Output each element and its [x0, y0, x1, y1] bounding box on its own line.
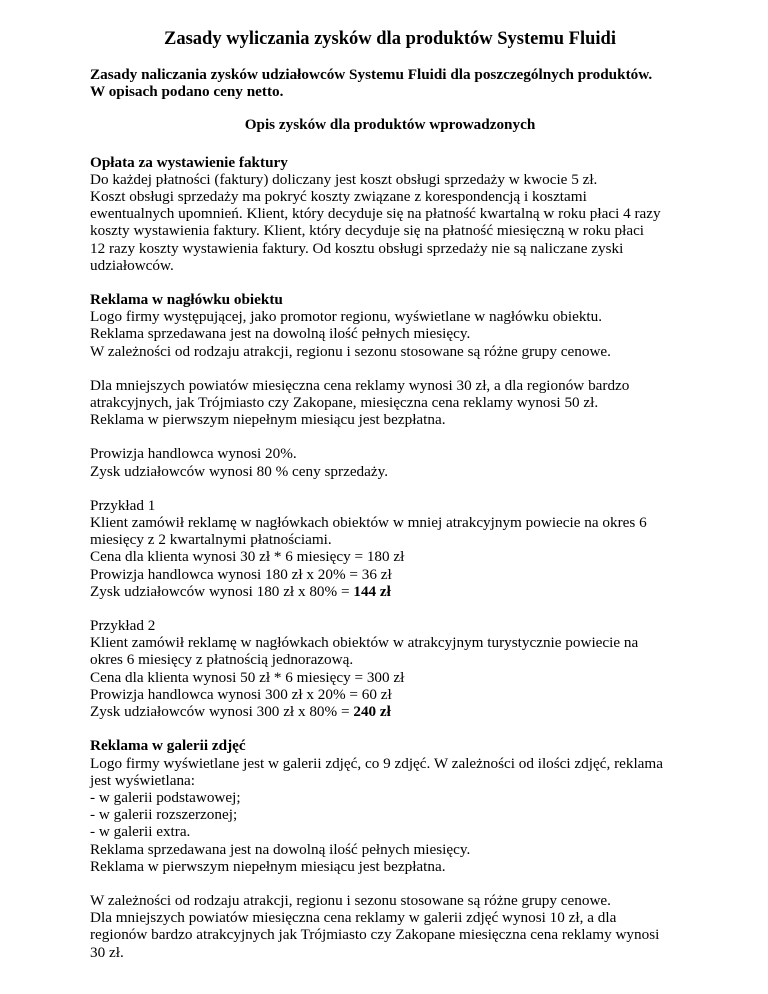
pricing-line: W zależności od rodzaju atrakcji, regionu i sezonu stosowane są różne grupy cenowe. [90, 891, 611, 909]
gallery-ad-pricing [90, 892, 690, 961]
header-ad-commission [90, 445, 690, 479]
invoice-line: ewentualnych upomnień. Klient, który decyduje się na płatność kwartalną w roku płaci 4 razy [90, 205, 661, 223]
example-profit-text: Zysk udziałowców wynosi 300 zł x 80% = [90, 703, 354, 721]
intro-line: Zasady naliczania zysków udziałowców Systemu Fluidi dla poszczególnych produktów. [90, 66, 653, 83]
pricing-line: Reklama w pierwszym niepełnym miesiącu jest bezpłatna. [90, 411, 446, 429]
invoice-line: koszty wystawienia faktury. Klient, który decyduje się na płatność miesięczną w roku płaci [90, 222, 645, 240]
example-profit-text: Zysk udziałowców wynosi 180 zł x 80% = [90, 582, 354, 600]
commission-line: Zysk udziałowców wynosi 80 % ceny sprzedaży. [90, 462, 389, 480]
header-ad-pricing [90, 377, 690, 429]
pricing-line: Dla mniejszych powiatów miesięczna cena reklamy wynosi 30 zł, a dla regionów bardzo [90, 376, 630, 394]
example-line: okres 6 miesięcy z płatnością jednorazową. [90, 651, 354, 669]
example-line: Prowizja handlowca wynosi 300 zł x 20% = 60 zł [90, 685, 392, 703]
example-2 [90, 617, 690, 720]
example-1 [90, 497, 690, 600]
example-profit-value: 144 zł [353, 582, 391, 600]
pricing-line: regionów bardzo atrakcyjnych jak Trójmiasto czy Zakopane miesięczna cena reklamy wynosi [90, 926, 660, 944]
document-title: Zasady wyliczania zysków dla produktów Systemu Fluidi [164, 29, 616, 49]
example-line: Klient zamówił reklamę w nagłówkach obiektów w atrakcyjnym turystycznie powiecie na [90, 634, 639, 652]
invoice-section [90, 154, 690, 274]
example-line: miesięcy z 2 kwartalnymi płatnościami. [90, 531, 332, 549]
invoice-line: Koszt obsługi sprzedaży ma pokryć koszty związane z korespondencją i kosztami [90, 188, 587, 206]
invoice-heading: Opłata za wystawienie faktury [90, 153, 288, 171]
example-line: Klient zamówił reklamę w nagłówkach obiektów w mniej atrakcyjnym powiecie na okres 6 [90, 514, 647, 532]
pricing-line: 30 zł. [90, 943, 124, 961]
intro-paragraph [90, 66, 690, 100]
gallery-ad-line: Reklama w pierwszym niepełnym miesiącu jest bezpłatna. [90, 857, 446, 875]
header-ad-section [90, 291, 690, 360]
gallery-ad-line: - w galerii podstawowej; [90, 788, 241, 806]
example-line: Cena dla klienta wynosi 50 zł * 6 miesięcy = 300 zł [90, 668, 405, 686]
section-heading: Opis zysków dla produktów wprowadzonych [244, 116, 536, 134]
example-profit-value: 240 zł [353, 703, 391, 721]
gallery-ad-section [90, 737, 690, 875]
gallery-ad-line: Reklama sprzedawana jest na dowolną ilość pełnych miesięcy. [90, 840, 471, 858]
invoice-line: Do każdej płatności (faktury) doliczany jest koszt obsługi sprzedaży w kwocie 5 zł. [90, 170, 598, 188]
gallery-ad-heading: Reklama w galerii zdjęć [90, 737, 246, 755]
document-page [90, 29, 690, 978]
pricing-line: atrakcyjnych, jak Trójmiasto czy Zakopane, miesięczna cena reklamy wynosi 50 zł. [90, 394, 599, 412]
header-ad-heading: Reklama w nagłówku obiektu [90, 291, 283, 309]
gallery-ad-line: - w galerii extra. [90, 823, 191, 841]
gallery-ad-line: jest wyświetlana: [90, 771, 196, 789]
pricing-line: Dla mniejszych powiatów miesięczna cena reklamy w galerii zdjęć wynosi 10 zł, a dla [90, 909, 617, 927]
example-line: Prowizja handlowca wynosi 180 zł x 20% = 36 zł [90, 565, 392, 583]
invoice-line: udziałowców. [90, 256, 174, 274]
header-ad-line: Logo firmy występującej, jako promotor regionu, wyświetlane w nagłówku obiektu. [90, 308, 603, 326]
example-profit-line [90, 583, 690, 600]
commission-line: Prowizja handlowca wynosi 20%. [90, 445, 297, 463]
example-label: Przykład 1 [90, 496, 156, 514]
invoice-line: 12 razy koszty wystawienia faktury. Od kosztu obsługi sprzedaży nie są naliczane zyski [90, 239, 624, 257]
example-profit-line [90, 703, 690, 720]
header-ad-line: W zależności od rodzaju atrakcji, regionu i sezonu stosowane są różne grupy cenowe. [90, 342, 611, 360]
example-line: Cena dla klienta wynosi 30 zł * 6 miesięcy = 180 zł [90, 548, 405, 566]
intro-line: W opisach podano ceny netto. [90, 83, 284, 101]
gallery-ad-line: Logo firmy wyświetlane jest w galerii zdjęć, co 9 zdjęć. W zależności od ilości zdjęć, reklama [90, 754, 663, 772]
header-ad-line: Reklama sprzedawana jest na dowolną ilość pełnych miesięcy. [90, 325, 471, 343]
gallery-ad-line: - w galerii rozszerzonej; [90, 806, 238, 824]
example-label: Przykład 2 [90, 617, 156, 635]
